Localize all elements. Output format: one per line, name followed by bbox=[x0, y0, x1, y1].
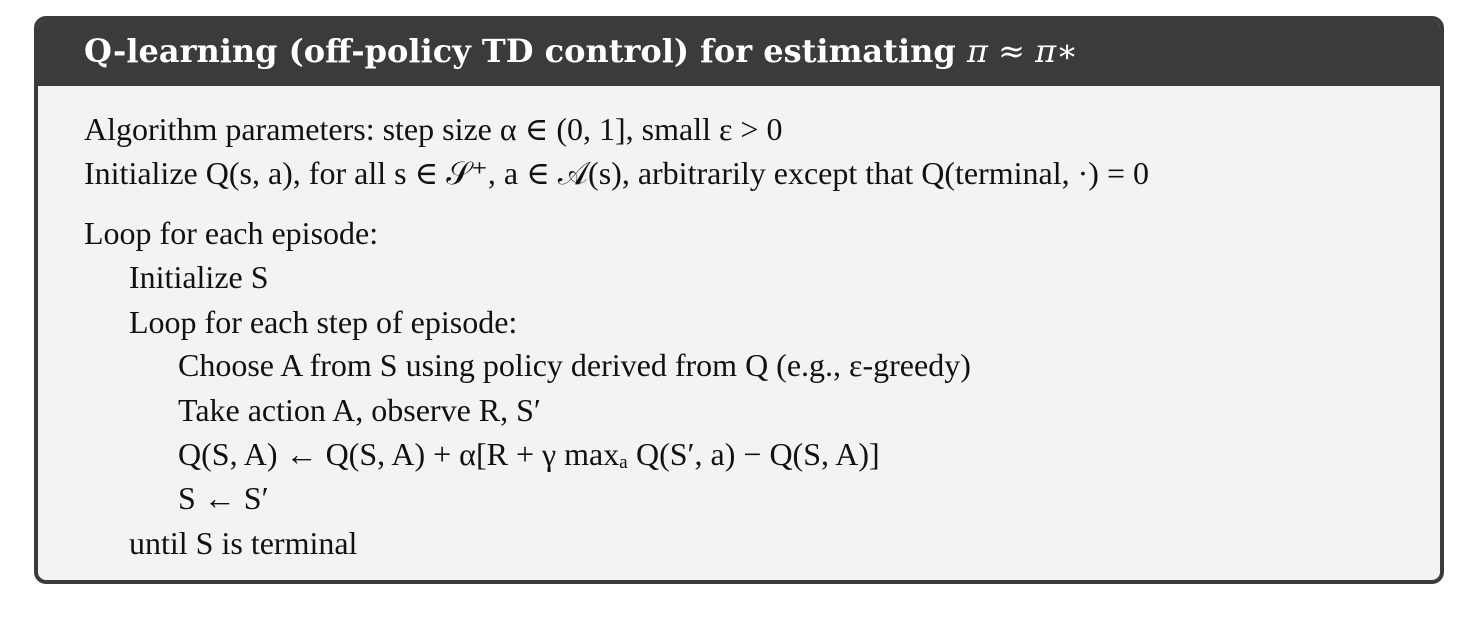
algorithm-line-state-update: S ← S′ bbox=[178, 480, 269, 516]
algorithm-line-step-loop: Loop for each step of episode: bbox=[129, 304, 518, 340]
algorithm-line-initialize-q: Initialize Q(s, a), for all s ∈ 𝒮⁺, a ∈ 𝒜(s), arbitrarily except that Q(terminal, ·) = 0 bbox=[84, 155, 1149, 191]
algorithm-title: Q-learning (off-policy TD control) for estimating bbox=[84, 32, 956, 70]
algorithm-title-bar bbox=[38, 20, 1440, 86]
algorithm-line-initialize-s: Initialize S bbox=[129, 259, 269, 295]
algorithm-title-math: π ≈ π∗ bbox=[966, 32, 1078, 70]
algorithm-line-until-terminal: until S is terminal bbox=[129, 525, 358, 561]
algorithm-line-episode-loop: Loop for each episode: bbox=[84, 215, 379, 251]
algorithm-box bbox=[34, 16, 1444, 584]
algorithm-line-parameters: Algorithm parameters: step size α ∈ (0, 1], small ε > 0 bbox=[84, 111, 783, 147]
algorithm-line-q-update: Q(S, A) ← Q(S, A) + α[R + γ maxₐ Q(S′, a) − Q(S, A)] bbox=[178, 436, 880, 472]
algorithm-line-take-action: Take action A, observe R, S′ bbox=[178, 392, 541, 428]
algorithm-line-choose-action: Choose A from S using policy derived from Q (e.g., ε-greedy) bbox=[178, 347, 971, 383]
